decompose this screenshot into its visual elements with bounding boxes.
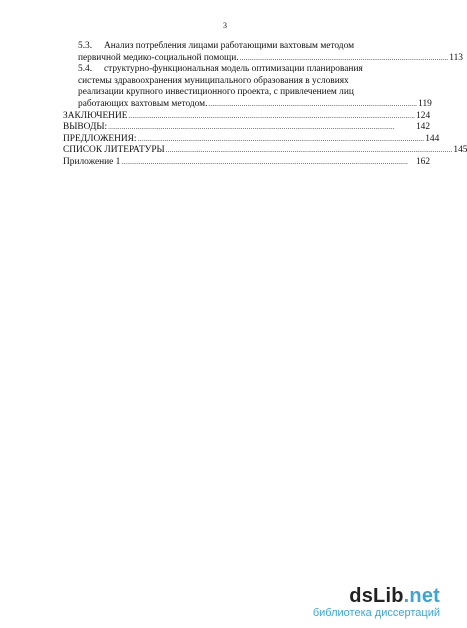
site-watermark [240,586,440,620]
dot-leader: ................................................................................................................................................... [137,134,425,143]
toc-entry-page: 145 [453,145,467,156]
dot-leader: ................................................................................................................................................... [128,111,416,120]
toc-entry-appendix-1 [63,157,430,169]
toc-entry-page: 144 [425,133,440,144]
toc-entry-proposals [63,133,440,146]
site-caption: библиотека диссертаций [312,607,440,619]
toc-entry-page: 119 [418,98,432,109]
table-of-contents [63,41,467,169]
toc-entry-title: ВЫВОДЫ: [63,122,108,133]
toc-entry-title: ПРЕДЛОЖЕНИЯ: [63,133,137,144]
toc-entry-title: Приложение 1 [63,156,121,167]
site-logo [240,586,440,606]
dot-leader: ................................................................................................................................................... [165,146,453,155]
toc-entry-title-continued: работающих вахтовым методом. [78,98,208,109]
toc-entry-page: 113 [449,52,463,63]
dot-leader: ................................................................................................................................................... [108,123,395,132]
toc-entry-page: 162 [415,156,430,167]
toc-entry-title-continued: реализации крупного инвестиционного проекта, с привлечением лиц [78,87,354,98]
dot-leader: ........................................................................................................... [208,99,418,108]
dot-leader: ................................................................................................................................................... [121,157,409,166]
toc-entry-title-continued: первичной медико-социальной помощи. [78,52,239,63]
toc-entry-title: СПИСОК ЛИТЕРАТУРЫ [63,145,165,156]
toc-entry-5-4 [63,64,430,110]
toc-entry-number: 5.4. [78,64,93,75]
logo-main-text: dsLib [349,585,404,607]
logo-accent-text: .net [403,585,440,607]
toc-entry-page: 142 [415,122,430,133]
toc-entry-title: Анализ потребления лицами работающими вахтовым методом [104,41,355,51]
toc-entry-title: структурно-функциональная модель оптимизации планирования [104,64,363,75]
toc-entry-title: ЗАКЛЮЧЕНИЕ [63,110,128,121]
toc-entry-findings [63,122,430,134]
dot-leader: ........................................................................................................... [239,53,449,62]
toc-entry-5-3 [63,41,463,64]
toc-entry-references [63,145,467,157]
toc-entry-title-continued: системы здравоохранения муниципального образования в условиях [78,75,349,86]
toc-entry-page: 124 [416,110,431,121]
toc-entry-number: 5.3. [78,41,93,51]
page-number: 3 [223,21,227,30]
toc-entry-conclusion [63,111,430,123]
